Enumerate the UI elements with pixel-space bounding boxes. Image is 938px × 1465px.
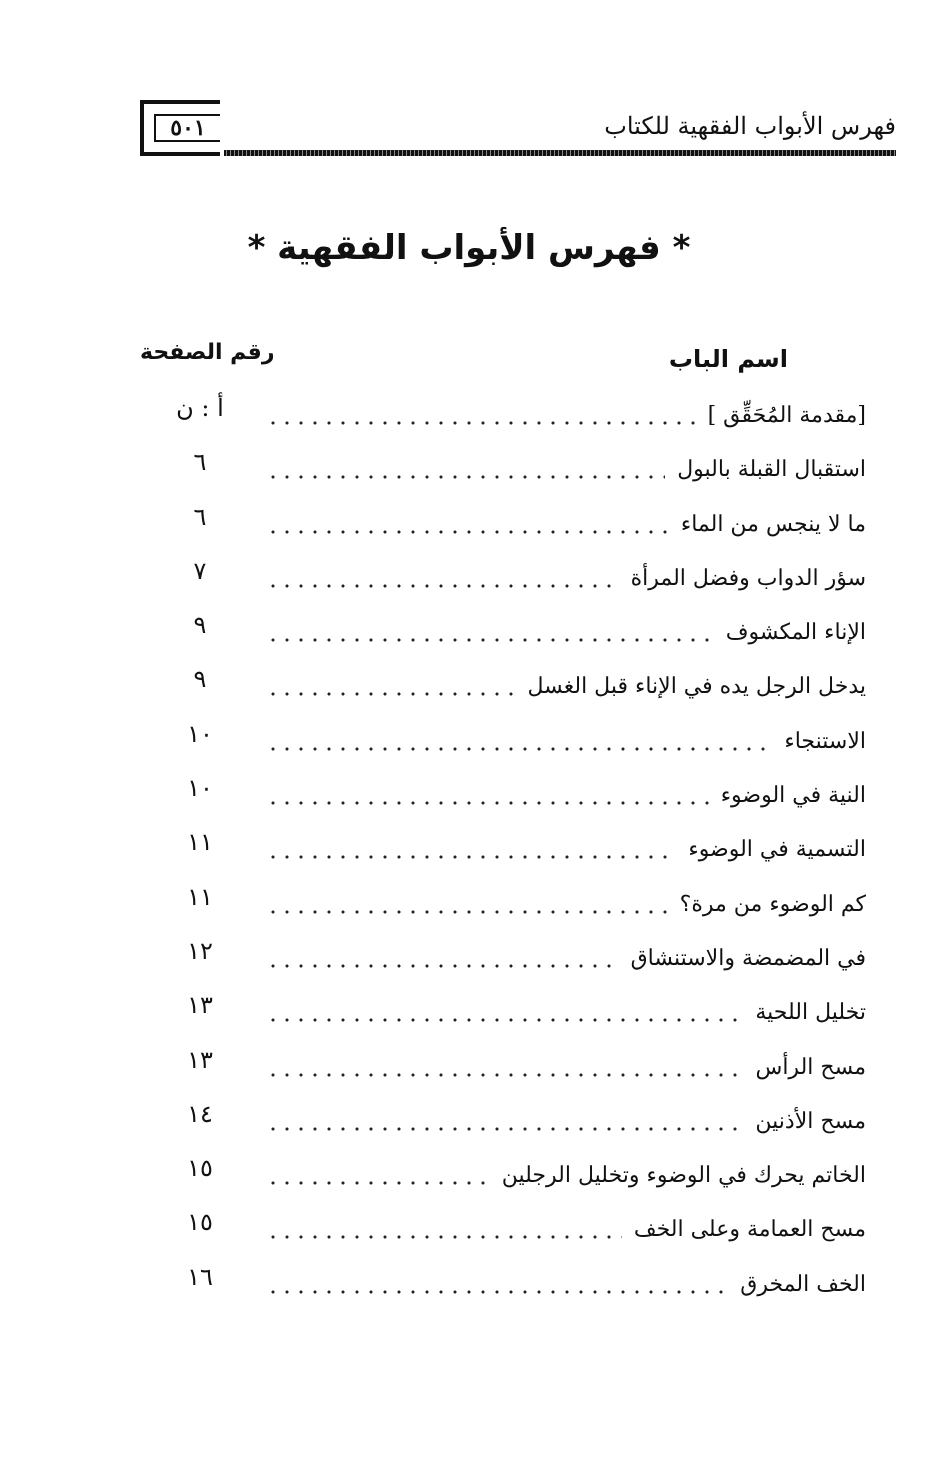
toc-row	[0, 659, 938, 713]
toc-row	[0, 1040, 938, 1094]
toc-entry-page: ١٠	[187, 719, 213, 748]
dot-leader	[266, 691, 515, 697]
toc-row	[0, 497, 938, 551]
toc-entry-title: ما لا ينجس من الماء	[680, 511, 866, 537]
toc-row	[0, 768, 938, 822]
toc-entry-page: ١١	[187, 828, 213, 857]
toc-entry-title: كم الوضوء من مرة؟	[679, 891, 866, 917]
toc-row	[0, 931, 938, 985]
toc-entry-page: ١١	[187, 882, 213, 911]
dot-leader	[266, 583, 619, 589]
toc-row	[0, 1202, 938, 1256]
toc-row	[0, 714, 938, 768]
toc-entry-page: أ : ن	[176, 394, 224, 422]
toc-entry-title: مسح الأذنين	[755, 1108, 866, 1134]
toc-entry-page: ١٣	[187, 1045, 213, 1074]
toc-row	[0, 1257, 938, 1311]
dot-leader	[266, 1126, 743, 1132]
toc-entry-title: الإناء المكشوف	[725, 620, 866, 646]
toc-row	[0, 1094, 938, 1148]
toc-entry-page: ٦	[193, 502, 207, 531]
toc-entry-title: النية في الوضوء	[720, 783, 866, 809]
page-number-box	[140, 100, 220, 156]
dot-leader	[266, 420, 696, 426]
toc-entry-title: [مقدمة المُحَقِّق ]	[707, 403, 866, 428]
dot-leader	[266, 746, 772, 752]
dot-leader	[266, 1180, 490, 1186]
dot-leader	[266, 1289, 728, 1295]
toc-entry-title: في المضمضة والاستنشاق	[630, 945, 866, 971]
dot-leader	[266, 854, 676, 860]
column-header-name: اسم الباب	[668, 345, 788, 373]
toc-entry-title: سؤر الدواب وفضل المرأة	[630, 565, 866, 591]
toc-row	[0, 442, 938, 496]
toc-entry-title: يدخل الرجل يده في الإناء قبل الغسل	[527, 674, 866, 700]
toc-entry-page: ٧	[193, 556, 207, 585]
toc-entry-page: ١٣	[187, 991, 213, 1020]
toc-row	[0, 877, 938, 931]
toc-row	[0, 605, 938, 659]
dot-leader	[266, 474, 665, 480]
dot-leader	[266, 529, 669, 535]
column-header-page: رقم الصفحة	[140, 340, 275, 365]
page-title: * فهرس الأبواب الفقهية *	[247, 228, 691, 268]
dot-leader	[266, 1072, 743, 1078]
toc-entry-title: تخليل اللحية	[755, 1000, 866, 1026]
toc-row	[0, 1148, 938, 1202]
toc-entry-page: ١٢	[187, 936, 213, 965]
toc-row	[0, 551, 938, 605]
toc-entry-title: مسح العمامة وعلى الخف	[633, 1217, 866, 1243]
toc-entry-page: ٩	[193, 611, 207, 640]
toc-row	[0, 822, 938, 876]
toc-row	[0, 388, 938, 442]
dot-leader	[266, 1017, 743, 1023]
dot-leader	[266, 637, 714, 643]
toc-entry-title: استقبال القبلة بالبول	[677, 457, 866, 483]
dot-leader	[266, 1234, 622, 1240]
toc-entry-page: ٩	[193, 665, 207, 694]
toc-entry-title: الخف المخرق	[740, 1271, 866, 1297]
toc-entry-page: ١٦	[187, 1262, 213, 1291]
header-rule	[224, 150, 896, 156]
dot-leader	[266, 800, 709, 806]
toc-entry-page: ١٥	[187, 1154, 213, 1183]
toc-entry-title: التسمية في الوضوء	[688, 837, 866, 863]
toc-entry-page: ٦	[193, 448, 207, 477]
toc-row	[0, 985, 938, 1039]
toc-entry-title: الخاتم يحرك في الوضوء وتخليل الرجلين	[501, 1163, 866, 1189]
toc-entry-page: ١٥	[187, 1208, 213, 1237]
toc-entry-title: الاستنجاء	[784, 728, 866, 754]
dot-leader	[266, 909, 668, 915]
dot-leader	[266, 963, 619, 969]
page-number: ٥٠١	[154, 114, 220, 142]
running-title: فهرس الأبواب الفقهية للكتاب	[604, 112, 896, 140]
toc-entry-page: ١٤	[187, 1099, 213, 1128]
toc-list	[0, 388, 938, 1311]
toc-entry-page: ١٠	[187, 774, 213, 803]
toc-entry-title: مسح الرأس	[755, 1054, 866, 1080]
